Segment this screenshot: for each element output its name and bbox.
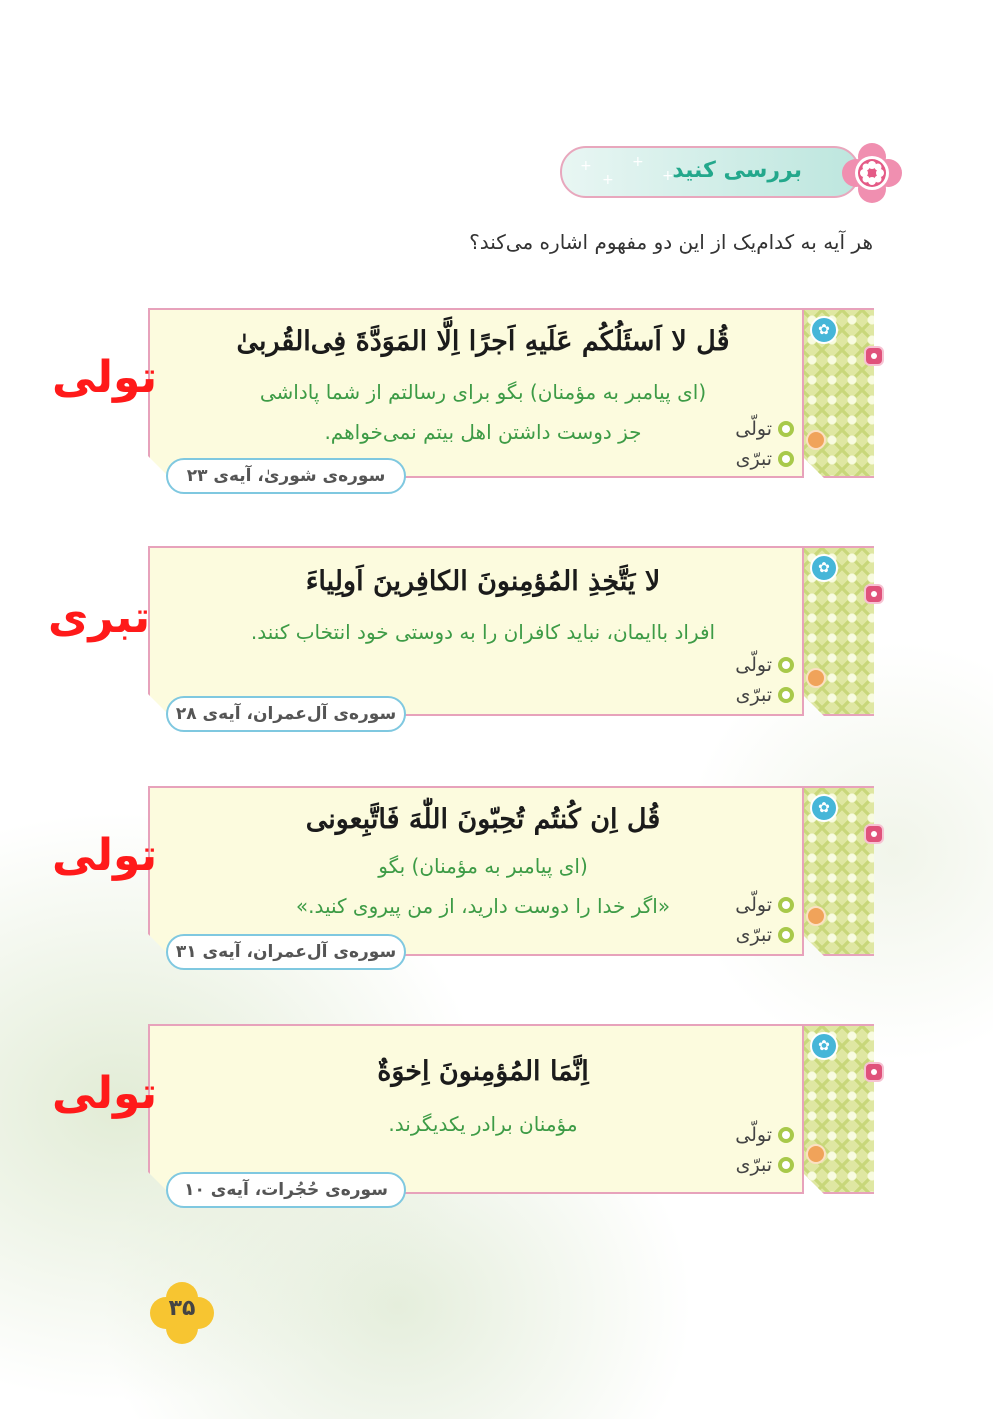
handwritten-answer: تبری bbox=[48, 592, 151, 643]
page-number-badge bbox=[148, 1282, 216, 1344]
handwritten-answer: تولی bbox=[52, 1068, 158, 1119]
verse-translation: (ای پیامبر به مؤمنان) بگو برای رسالتم از شما پاداشی bbox=[259, 380, 707, 404]
verse-translation: مؤمنان برادر یکدیگرند. bbox=[388, 1112, 578, 1136]
flower-bullet-icon bbox=[778, 1157, 794, 1173]
verse-text: لا یَتَّخِذِ المُؤمِنونَ الکافِرینَ اَولِیاءَ bbox=[305, 566, 661, 597]
option-label: تبرّی bbox=[735, 924, 772, 946]
verse-source: سوره‌ی آل‌عمران، آیه‌ی ۲۸ bbox=[166, 696, 406, 732]
verse-card bbox=[148, 1024, 874, 1200]
verse-text: قُل لا اَسئَلُکُم عَلَیهِ اَجرًا اِلَّا المَوَدَّةَ فِی‌القُربیٰ bbox=[236, 326, 730, 357]
option-tabarri[interactable] bbox=[735, 680, 794, 710]
flower-bullet-icon bbox=[778, 927, 794, 943]
bookmark-icon bbox=[864, 346, 884, 366]
flower-icon bbox=[810, 554, 838, 582]
sparkle-icon: + bbox=[602, 172, 614, 188]
sparkle-icon: + bbox=[580, 158, 592, 174]
bookmark-icon bbox=[864, 1062, 884, 1082]
option-tavalli[interactable] bbox=[735, 414, 794, 444]
option-tavalli[interactable] bbox=[735, 1120, 794, 1150]
option-label: تولّی bbox=[735, 418, 772, 440]
bookmark-icon bbox=[864, 824, 884, 844]
flower-icon bbox=[810, 1032, 838, 1060]
option-label: تبرّی bbox=[735, 1154, 772, 1176]
flower-icon bbox=[810, 316, 838, 344]
flower-bullet-icon bbox=[778, 897, 794, 913]
section-banner bbox=[560, 146, 860, 198]
verse-translation: افراد باایمان، نباید کافران را به دوستی خود انتخاب کنند. bbox=[250, 620, 716, 644]
verse-source: سوره‌ی آل‌عمران، آیه‌ی ۳۱ bbox=[166, 934, 406, 970]
option-label: تولّی bbox=[735, 894, 772, 916]
option-label: تولّی bbox=[735, 654, 772, 676]
card-divider bbox=[802, 786, 804, 956]
option-list bbox=[735, 414, 794, 474]
verse-card bbox=[148, 546, 874, 724]
sparkle-icon: + bbox=[632, 154, 644, 170]
flower-icon bbox=[806, 430, 826, 450]
verse-source: سوره‌ی شوریٰ، آیه‌ی ۲۳ bbox=[166, 458, 406, 494]
flower-bullet-icon bbox=[778, 1127, 794, 1143]
option-list bbox=[735, 1120, 794, 1180]
option-list bbox=[735, 650, 794, 710]
flower-icon bbox=[806, 668, 826, 688]
flower-bullet-icon bbox=[778, 421, 794, 437]
verse-translation: «اگر خدا را دوست دارید، از من پیروی کنید.» bbox=[295, 894, 671, 918]
option-label: تولّی bbox=[735, 1124, 772, 1146]
flower-icon bbox=[806, 1144, 826, 1164]
verse-card bbox=[148, 308, 874, 486]
card-divider bbox=[802, 308, 804, 478]
option-tabarri[interactable] bbox=[735, 444, 794, 474]
page-number: ۳۵ bbox=[168, 1296, 196, 1321]
option-label: تبرّی bbox=[735, 684, 772, 706]
flower-bullet-icon bbox=[778, 657, 794, 673]
verse-card bbox=[148, 786, 874, 962]
handwritten-answer: تولی bbox=[52, 352, 158, 403]
instruction-text: هر آیه به کدام‌یک از این دو مفهوم اشاره می‌کند؟ bbox=[469, 230, 873, 254]
card-divider bbox=[802, 546, 804, 716]
flower-badge-icon bbox=[842, 143, 902, 203]
handwritten-answer: تولی bbox=[52, 830, 158, 881]
verse-text: قُل اِن کُنتُم تُحِبّونَ اللّٰهَ فَاتَّبِعونی bbox=[305, 804, 661, 835]
option-tavalli[interactable] bbox=[735, 650, 794, 680]
section-title: بررسی کنید bbox=[672, 158, 802, 183]
flower-bullet-icon bbox=[778, 451, 794, 467]
flower-bullet-icon bbox=[778, 687, 794, 703]
option-tavalli[interactable] bbox=[735, 890, 794, 920]
option-label: تبرّی bbox=[735, 448, 772, 470]
card-body bbox=[148, 1024, 804, 1194]
flower-icon bbox=[806, 906, 826, 926]
option-tabarri[interactable] bbox=[735, 920, 794, 950]
verse-text: اِنَّمَا المُؤمِنونَ اِخوَةٌ bbox=[377, 1056, 589, 1087]
card-divider bbox=[802, 1024, 804, 1194]
verse-translation: (ای پیامبر به مؤمنان) بگو bbox=[378, 854, 588, 878]
verse-translation: جز دوست داشتن اهل بیتم نمی‌خواهم. bbox=[324, 420, 642, 444]
option-tabarri[interactable] bbox=[735, 1150, 794, 1180]
bookmark-icon bbox=[864, 584, 884, 604]
verse-source: سوره‌ی حُجُرات، آیه‌ی ۱۰ bbox=[166, 1172, 406, 1208]
flower-icon bbox=[810, 794, 838, 822]
option-list bbox=[735, 890, 794, 950]
sparkle-icon: + bbox=[662, 168, 674, 184]
